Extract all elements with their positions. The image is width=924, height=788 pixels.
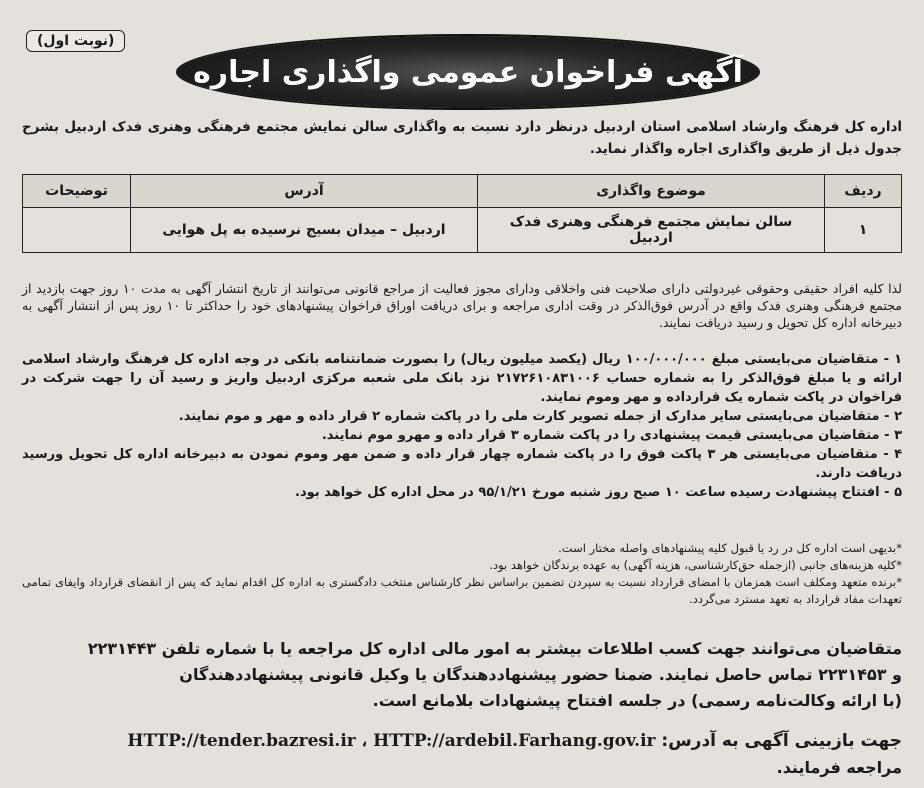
cell-subject: سالن نمایش مجتمع فرهنگی وهنری فدک اردبیل bbox=[478, 208, 825, 253]
condition-item: ۵ - افتتاح پیشنهادت رسیده ساعت ۱۰ صبح روز شنبه مورخ ۹۵/۱/۲۱ در محل اداره کل خواهد بود. bbox=[295, 485, 902, 500]
table-header-row bbox=[23, 175, 902, 208]
contact-line: و ۲۲۳۱۴۵۳ تماس حاصل نمایند. ضمنا حضور پیشنهاددهندگان یا وکیل قانونی پیشنهاددهندگان bbox=[179, 665, 902, 684]
address-prefix: جهت بازبینی آگهی به آدرس: bbox=[661, 731, 902, 751]
header-notes: توضیحات bbox=[23, 175, 131, 208]
header-row-number: ردیف bbox=[825, 175, 902, 208]
notes-list bbox=[22, 540, 902, 608]
review-address-line bbox=[22, 728, 902, 754]
closing-text: مراجعه فرمایند. bbox=[776, 758, 902, 777]
note-item: *کلیه هزینه‌های جانبی (ازجمله حق‌کارشناسی، هزینه آگهی) به عهده برندگان خواهد بود. bbox=[489, 558, 902, 572]
contact-line: (با ارائه وکالت‌نامه رسمی) در جلسه افتتاح پیشنهادات بلامانع است. bbox=[372, 691, 902, 710]
cell-address: اردبیل – میدان بسیج نرسیده به پل هوایی bbox=[131, 208, 478, 253]
note-item: *برنده متعهد ومکلف است همزمان با امضای قرارداد نسبت به سپردن تضمین براساس نظر کارشناس منتخب دادگستری به اداره کل اقدام نماید که پس از انقضای قرارداد وایفای تمامی تعهدات مفاد قرارداد به تعهد مسترد می‌گردد. bbox=[22, 575, 902, 606]
notice-title: آگهی فراخوان عمومی واگذاری اجاره bbox=[193, 54, 743, 90]
condition-item: ۴ - متقاضیان می‌بایستی هر ۳ پاکت فوق را در پاکت شماره چهار قرار داده و ضمن مهر وموم نمودن به دبیرخانه اداره کل تحویل ورسید دریافت دارند. bbox=[22, 447, 902, 481]
intro-paragraph: اداره کل فرهنگ وارشاد اسلامی استان اردبیل درنظر دارد نسبت به واگذاری سالن نمایش مجتمع فرهنگی وهنری فدک اردبیل بشرح جدول ذیل از طریق واگذاری اجاره واگذار نماید. bbox=[22, 119, 902, 157]
condition-item: ۳ - متقاضیان می‌بایستی قیمت پیشنهادی را در پاکت شماره ۳ قرار داده و مهرو موم نمایند. bbox=[321, 428, 902, 443]
eligibility-paragraph: لذا کلیه افراد حقیقی وحقوقی غیردولتی دارای صلاحیت فنی واخلاقی ودارای مجوز فعالیت از مراجع قانونی می‌توانند از تاریخ انتشار آگهی به مدت ۱۰ روز جهت بازدید از مجتمع فرهنگی وهنری فدک واقع در آدرس فوق‌الذکر در وقت اداری مراجعه و برای دریافت اوراق فراخوان پیشنهادهای خود را حداکثر تا ۱۰ روز پس از انتشار آگهی به دبیرخانه اداره کل تحویل و رسید دریافت نمایند. bbox=[22, 281, 902, 330]
website-links[interactable]: HTTP://tender.bazresi.ir ، HTTP://ardebil.Farhang.gov.ir bbox=[127, 731, 656, 751]
contact-line: متقاضیان می‌توانند جهت کسب اطلاعات بیشتر به امور مالی اداره کل مراجعه یا با شماره تلفن ۲۲۳۱۴۴۳ bbox=[87, 639, 902, 658]
lease-table bbox=[22, 174, 902, 253]
round-label: (نوبت اول) bbox=[26, 30, 125, 52]
note-item: *بدیهی است اداره کل در رد یا قبول کلیه پیشنهادهای واصله مختار است. bbox=[558, 541, 902, 555]
header-subject: موضوع واگذاری bbox=[478, 175, 825, 208]
conditions-list bbox=[22, 350, 902, 502]
cell-notes bbox=[23, 208, 131, 253]
condition-item: ۲ - متقاضیان می‌بایستی سایر مدارک از جمله تصویر کارت ملی را در پاکت شماره ۲ قرار داده و مهر و موم نمایند. bbox=[178, 409, 902, 424]
condition-item: ۱ - متقاضیان می‌بایستی مبلغ ۱۰۰/۰۰۰/۰۰۰ ریال (یکصد میلیون ریال) را بصورت ضمانتنامه بانکی در وجه اداره کل فرهنگ وارشاد اسلامی ارائه و یا مبلغ فوق‌الذکر را به شماره حساب ۲۱۷۲۶۱۰۸۳۱۰۰۶ نزد بانک ملی شعبه مرکزی اردبیل واریز و رسید آن را جهت شرکت در فراخوان در پاکت شماره یک قرارداده و مهر وموم نمایند. bbox=[22, 352, 902, 405]
cell-row-number: ۱ bbox=[825, 208, 902, 253]
table-row bbox=[23, 208, 902, 253]
header-address: آدرس bbox=[131, 175, 478, 208]
contact-paragraph bbox=[22, 636, 902, 714]
notice-title-banner bbox=[178, 36, 758, 108]
